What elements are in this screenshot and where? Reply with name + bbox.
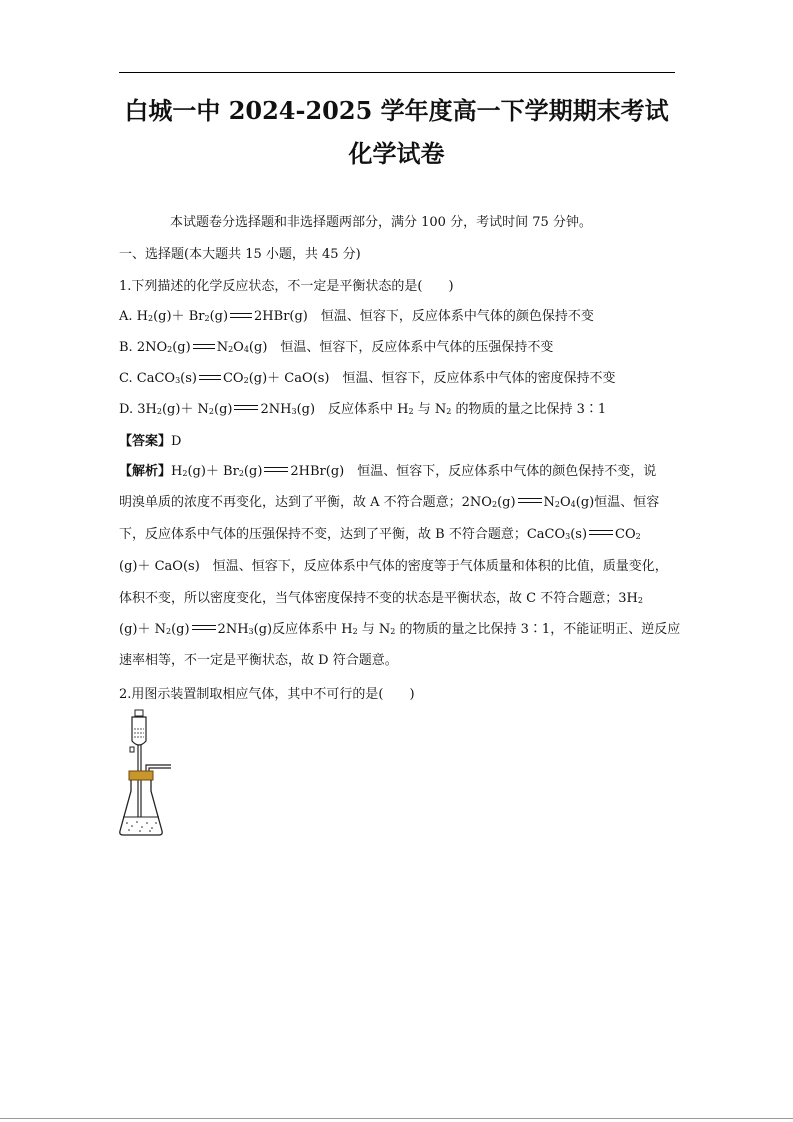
question-1-analysis-line-5: 体积不变，所以密度变化，当气体密度保持不变的状态是平衡状态，故 C 不符合题意；$3H_2$ [119, 591, 643, 606]
question-1-answer: 【答案】D [119, 434, 182, 449]
section-title: 一、选择题(本大题共 15 小题，共 45 分) [119, 247, 361, 262]
apparatus-figure [115, 707, 177, 839]
question-1-analysis-line-1: 【解析】$H_2(g)+ Br_2(g)$ 2HBr(g) 恒温、恒容下，反应体系中气体的颜色保持不变，说 [119, 464, 657, 479]
question-1-analysis-line-7: 速率相等，不一定是平衡状态，故 D 符合题意。 [119, 653, 398, 668]
question-1-option-a: A. $H_2(g)+ Br_2(g)$ 2HBr(g) 恒温、恒容下，反应体系中气体的颜色保持不变 [119, 309, 594, 324]
question-1-analysis-line-4: (g)＋ CaO(s) 恒温、恒容下，反应体系中气体的密度等于气体质量和体积的比值，质量变化， [119, 559, 668, 574]
bottom-rule [0, 1118, 793, 1119]
question-1-option-c: C. CaCO$_3$(s) $CO_2(g)+ CaO(s)$ 恒温、恒容下，反应体系中气体的密度保持不变 [119, 371, 616, 386]
question-1-analysis-line-2: 明溴单质的浓度不再变化，达到了平衡，故 A 不符合题意；$2NO_2(g)$ $N_2O_4(g)$恒温、恒容 [119, 495, 660, 510]
question-1-option-d: D. $3H_2(g)+ N_2(g)$ $2NH_3(g)$ 反应体系中 $H_2$ 与 $N_2$ 的物质的量之比保持 3∶1 [119, 402, 607, 417]
exam-title: 白城一中 2024-2025 学年度高一下学期期末考试 [124, 96, 669, 125]
exam-subject: 化学试卷 [348, 139, 445, 168]
question-1-option-b: B. $2NO_2(g)$ $N_2O_4(g)$ 恒温、恒容下，反应体系中气体的压强保持不变 [119, 340, 554, 355]
top-rule [119, 72, 675, 73]
question-1-stem: 1.下列描述的化学反应状态，不一定是平衡状态的是( ) [119, 279, 454, 294]
question-1-analysis-line-3: 下，反应体系中气体的压强保持不变，达到了平衡，故 B 不符合题意；CaCO$_3$(s) $CO_2$ [119, 527, 641, 542]
question-1-analysis-line-6: $(g)+ N_2(g)$ $2NH_3(g)$反应体系中 $H_2$ 与 $N_2$ 的物质的量之比保持 3∶1，不能证明正、逆反应 [119, 622, 681, 637]
intro-text: 本试题卷分选择题和非选择题两部分，满分 100 分，考试时间 75 分钟。 [170, 215, 592, 230]
question-2-stem: 2.用图示装置制取相应气体，其中不可行的是( ) [119, 687, 415, 702]
